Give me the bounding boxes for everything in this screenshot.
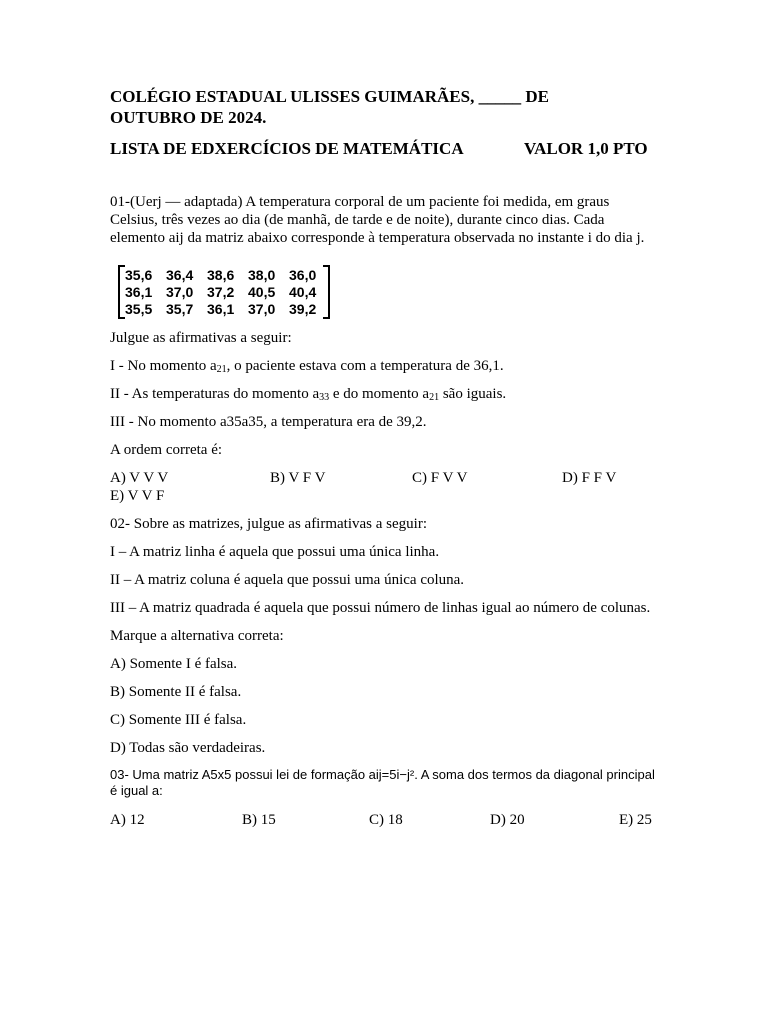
worksheet-subtitle: LISTA DE EDXERCÍCIOS DE MATEMÁTICA — [110, 139, 464, 158]
matrix-cell: 35,6 — [125, 267, 153, 283]
q3-option-c: C) 18 — [369, 812, 403, 828]
q2-statement-1: I – A matriz linha é aquela que possui uma única linha. — [110, 544, 440, 560]
matrix-cell: 35,5 — [125, 301, 153, 317]
q1-option-d: D) F F V — [562, 470, 617, 486]
q2-option-c: C) Somente III é falsa. — [110, 712, 247, 728]
q1-statement-2-text: II - As temperaturas do momento a — [110, 386, 320, 402]
q1-statement-1-text: I - No momento a — [110, 358, 217, 374]
matrix-cell: 40,5 — [248, 284, 276, 300]
q1-alternatives — [110, 469, 658, 487]
matrix-cell: 37,2 — [207, 284, 235, 300]
q2-intro: 02- Sobre as matrizes, julgue as afirmativas a seguir: — [110, 516, 427, 532]
q1-option-a: A) V V V — [110, 470, 169, 486]
school-title-line1: COLÉGIO ESTADUAL ULISSES GUIMARÃES, _____ DE — [110, 87, 549, 106]
q2-option-b: B) Somente II é falsa. — [110, 684, 242, 700]
matrix-cell: 36,1 — [125, 284, 153, 300]
q2-statement-2: II – A matriz coluna é aquela que possui uma única coluna. — [110, 572, 465, 588]
temperature-matrix — [118, 265, 330, 317]
q2-prompt: Marque a alternativa correta: — [110, 628, 284, 644]
q1-statement-1-text-end: , o paciente estava com a temperatura de 36,1. — [226, 358, 504, 374]
q1-intro: 01-(Uerj — adaptada) A temperatura corporal de um paciente foi medida, em graus Celsius, três vezes ao dia (de manhã, de tarde e de noite), durante cinco dias. Cada elemento aij da matriz abaixo corresponde à temperatura observada no instante i do dia j. — [110, 194, 645, 246]
q1-statement-2-text-end: são iguais. — [439, 386, 507, 402]
q3-alternatives — [110, 811, 658, 829]
q1-statement-1-sub: 21 — [216, 364, 227, 375]
matrix-cell: 37,0 — [248, 301, 276, 317]
q1-statement-2-sub2: 21 — [429, 392, 440, 403]
q1-option-b: B) V F V — [270, 470, 326, 486]
matrix-cell: 38,0 — [248, 267, 276, 283]
worksheet-value: VALOR 1,0 PTO — [524, 139, 648, 158]
q2-statement-3: III – A matriz quadrada é aquela que possui número de linhas igual ao número de colunas. — [110, 600, 651, 616]
q3-option-a: A) 12 — [110, 812, 145, 828]
matrix-cell: 36,1 — [207, 301, 235, 317]
q1-statement-2-text-mid: e do momento a — [329, 386, 430, 402]
matrix-cell: 39,2 — [289, 301, 317, 317]
q2-option-d: D) Todas são verdadeiras. — [110, 740, 266, 756]
q3-option-e: E) 25 — [619, 812, 652, 828]
q3-option-d: D) 20 — [490, 812, 525, 828]
q1-statement-3: III - No momento a35a35, a temperatura era de 39,2. — [110, 414, 427, 430]
matrix-cell: 36,0 — [289, 267, 317, 283]
q1-prompt: Julgue as afirmativas a seguir: — [110, 330, 292, 346]
q3-option-b: B) 15 — [242, 812, 276, 828]
matrix-cell: 37,0 — [166, 284, 194, 300]
matrix-cell: 36,4 — [166, 267, 194, 283]
matrix-cell: 35,7 — [166, 301, 194, 317]
q3-intro: 03- Uma matriz A5x5 possui lei de formação aij=5i−j². A soma dos termos da diagonal principal é igual a: — [110, 767, 655, 798]
q1-order: A ordem correta é: — [110, 442, 223, 458]
q1-statement-2-sub1: 33 — [319, 392, 330, 403]
q1-statement-1 — [110, 357, 658, 375]
worksheet-subtitle-row — [110, 138, 658, 159]
school-title-line2: OUTUBRO DE 2024. — [110, 108, 267, 127]
matrix-cell: 40,4 — [289, 284, 317, 300]
matrix-left-bracket — [118, 265, 125, 319]
q1-option-e: E) V V F — [110, 488, 165, 504]
q1-option-c: C) F V V — [412, 470, 468, 486]
matrix-cell: 38,6 — [207, 267, 235, 283]
q2-option-a: A) Somente I é falsa. — [110, 656, 238, 672]
q1-statement-2 — [110, 385, 658, 403]
document-page — [110, 86, 658, 829]
